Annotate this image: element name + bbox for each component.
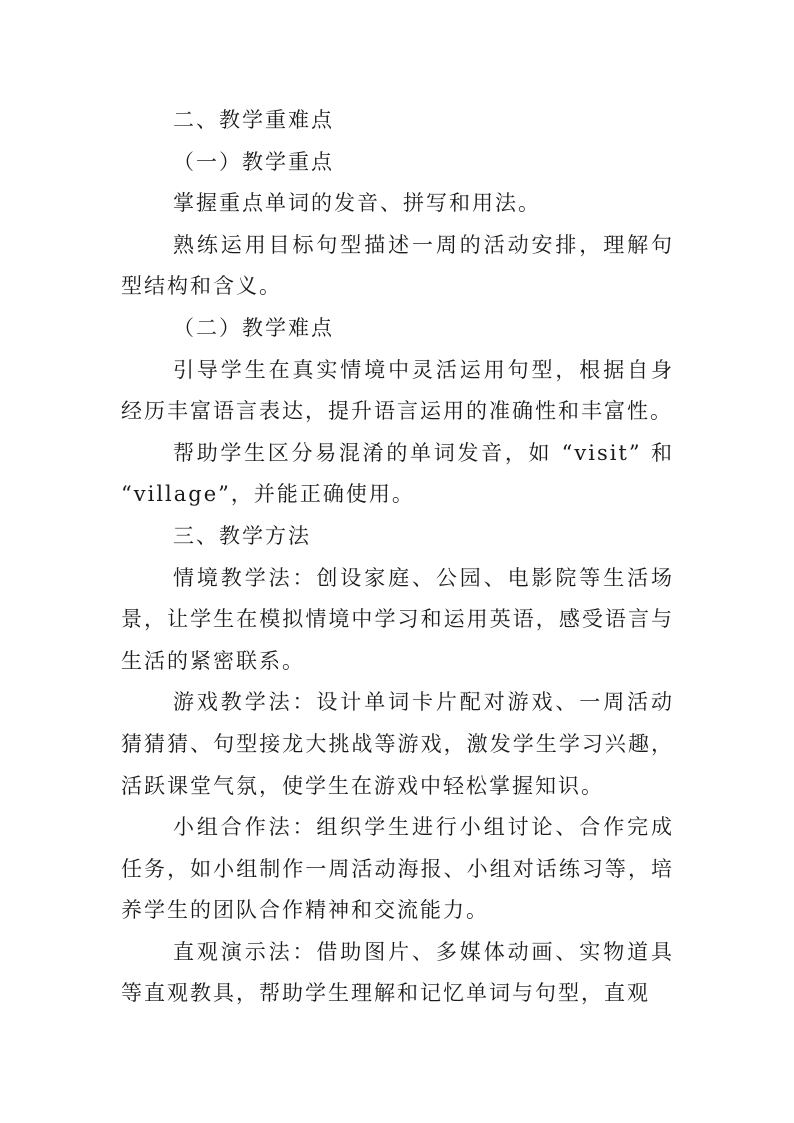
section-heading-teaching-methods: 三、教学方法 bbox=[173, 523, 311, 548]
paragraph: 掌握重点单词的发音、拼写和用法。 bbox=[173, 191, 541, 216]
subheading-teaching-focus: （一）教学重点 bbox=[173, 149, 334, 174]
paragraph: 游戏教学法：设计单词卡片配对游戏、一周活动猜猜猜、句型接龙大挑战等游戏，激发学生学习兴趣，活跃课堂气氛，使学生在游戏中轻松掌握知识。 bbox=[121, 690, 674, 798]
paragraph: 帮助学生区分易混淆的单词发音，如 “visit” 和 “village”，并能正确使用。 bbox=[121, 440, 674, 507]
paragraph: 情境教学法：创设家庭、公园、电影院等生活场景，让学生在模拟情境中学习和运用英语，感受语言与生活的紧密联系。 bbox=[121, 565, 674, 673]
paragraph: 熟练运用目标句型描述一周的活动安排，理解句型结构和含义。 bbox=[121, 232, 674, 299]
paragraph: 直观演示法：借助图片、多媒体动画、实物道具等直观教具，帮助学生理解和记忆单词与句型，直观 bbox=[121, 939, 674, 1006]
document-body bbox=[121, 100, 674, 1015]
subheading-teaching-difficulty: （二）教学难点 bbox=[173, 315, 334, 340]
paragraph: 小组合作法：组织学生进行小组讨论、合作完成任务，如小组制作一周活动海报、小组对话练习等，培养学生的团队合作精神和交流能力。 bbox=[121, 815, 674, 923]
section-heading-key-difficult-points: 二、教学重难点 bbox=[173, 108, 334, 132]
paragraph: 引导学生在真实情境中灵活运用句型，根据自身经历丰富语言表达，提升语言运用的准确性和丰富性。 bbox=[121, 357, 674, 424]
